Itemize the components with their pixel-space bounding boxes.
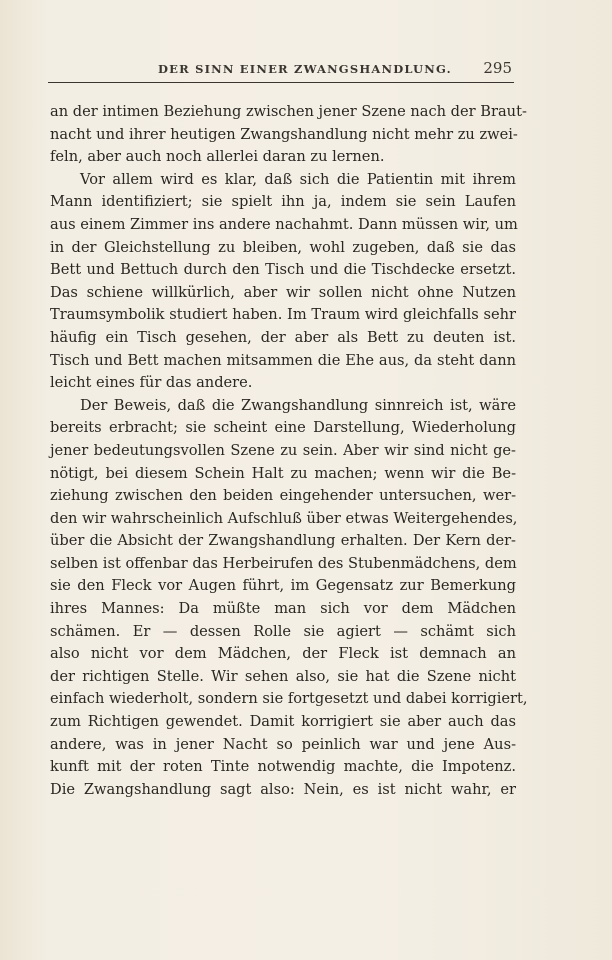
text-line: Vor allem wird es klar, daß sich die Patientin mit ihrem — [80, 170, 516, 188]
text-line: Der Beweis, daß die Zwangshandlung sinnreich ist, wäre — [80, 396, 516, 414]
text-line: an der intimen Beziehung zwischen jener Szene nach der Braut- — [50, 103, 527, 120]
text-line: nacht und ihrer heutigen Zwangshandlung nicht mehr zu zwei- — [50, 125, 518, 143]
text-line: Die Zwangshandlung sagt also: Nein, es ist nicht wahr, er — [50, 780, 516, 798]
text-line: häufig ein Tisch gesehen, der aber als Bett zu deuten ist. — [50, 328, 516, 346]
text-line: ziehung zwischen den beiden eingehender untersuchen, wer- — [50, 487, 516, 505]
text-line: den wir wahrscheinlich Aufschluß über etwas Weitergehendes, — [50, 509, 518, 527]
text-line: ihres Mannes: Da müßte man sich vor dem Mädchen — [50, 600, 516, 618]
text-line: über die Absicht der Zwangshandlung erhalten. Der Kern der- — [50, 532, 516, 550]
body-text — [50, 101, 528, 801]
text-line: leicht eines für das andere. — [50, 374, 253, 392]
text-line: schämen. Er — dessen Rolle sie agiert — schämt sich — [50, 622, 516, 640]
text-line: einfach wiederholt, sondern sie fortgesetzt und dabei korrigiert, — [50, 690, 528, 708]
running-head: DER SINN EINER ZWANGSHANDLUNG. — [158, 62, 452, 76]
text-line: andere, was in jener Nacht so peinlich war und jene Aus- — [50, 735, 516, 753]
text-line: Das schiene willkürlich, aber wir sollen nicht ohne Nutzen — [50, 283, 516, 301]
paragraph — [50, 395, 528, 802]
text-line: jener bedeutungsvollen Szene zu sein. Aber wir sind nicht ge- — [50, 441, 516, 459]
text-line: Mann identifiziert; sie spielt ihn ja, indem sie sein Laufen — [50, 193, 516, 211]
text-line: selben ist offenbar das Herbeirufen des Stubenmädchens, dem — [50, 554, 517, 572]
text-line: Bett und Bettuch durch den Tisch und die Tischdecke ersetzt. — [50, 261, 516, 279]
text-line: in der Gleichstellung zu bleiben, wohl zugeben, daß sie das — [50, 238, 516, 256]
text-line: Tisch und Bett machen mitsammen die Ehe aus, da steht dann — [50, 351, 516, 369]
text-line: zum Richtigen gewendet. Damit korrigiert sie aber auch das — [50, 713, 516, 731]
text-line: bereits erbracht; sie scheint eine Darstellung, Wiederholung — [50, 419, 516, 437]
paragraph — [50, 169, 516, 395]
text-line: Traumsymbolik studiert haben. Im Traum wird gleichfalls sehr — [50, 306, 516, 324]
text-line: feln, aber auch noch allerlei daran zu lernen. — [50, 148, 385, 166]
text-line: nötigt, bei diesem Schein Halt zu machen; wenn wir die Be- — [50, 464, 516, 482]
paragraph — [50, 101, 527, 169]
text-line: aus einem Zimmer ins andere nachahmt. Dann müssen wir, um — [50, 215, 518, 233]
page-header — [48, 60, 514, 83]
text-line: kunft mit der roten Tinte notwendig machte, die Impotenz. — [50, 758, 516, 776]
text-line: also nicht vor dem Mädchen, der Fleck ist demnach an — [50, 645, 516, 663]
text-line: sie den Fleck vor Augen führt, im Gegensatz zur Bemerkung — [50, 577, 516, 595]
text-line: der richtigen Stelle. Wir sehen also, sie hat die Szene nicht — [50, 667, 516, 685]
page-number: 295 — [483, 59, 512, 77]
